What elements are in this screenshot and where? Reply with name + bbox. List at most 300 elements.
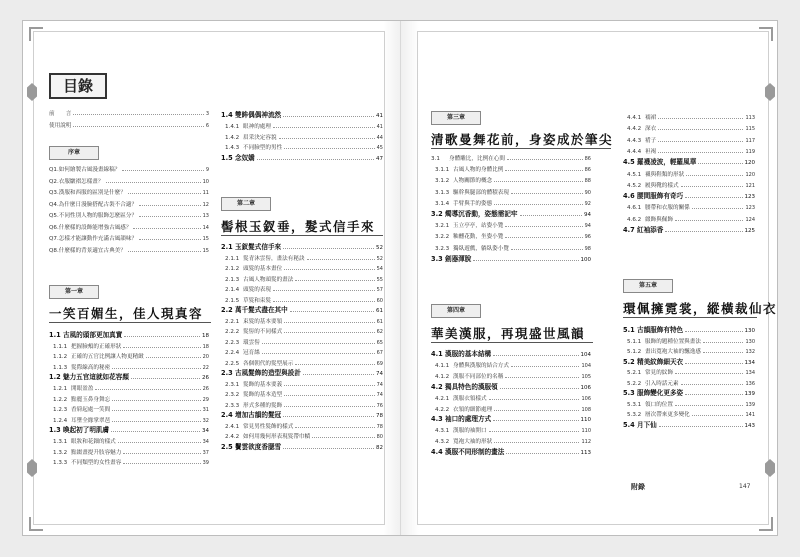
chapter2-entry (221, 399, 383, 409)
entry-page: 110 (580, 417, 591, 424)
entry-title: 增加古韻的髮冠 (235, 411, 282, 419)
leader-dots (511, 249, 583, 250)
entry-title: 鬢雲欲度香腮雪 (235, 442, 282, 451)
chapter3-title: 清歌曼舞花前，身姿成於筆尖 (431, 132, 614, 147)
entry-page: 26 (202, 386, 209, 392)
entry-title: 古風髮飾的造型與設計 (235, 369, 301, 377)
chapter5-entry (623, 324, 755, 334)
entry-number: 3.1.4 (435, 200, 450, 207)
entry-number: 4.6.1 (627, 205, 642, 212)
leader-dots (284, 385, 374, 386)
entry-title: 羅襪凌波，輕羅風華 (637, 158, 697, 167)
entry-title: 古風的頭部更加真實 (63, 331, 123, 339)
entry-title: 褙子 (645, 137, 657, 144)
entry-page: 123 (745, 205, 755, 212)
entry-page: 141 (745, 412, 755, 418)
chapter2-entry (221, 252, 383, 262)
entry-page: 52 (376, 245, 383, 251)
entry-title: 紅袖添香 (637, 226, 664, 234)
entry-number: 5.2 (623, 357, 635, 366)
entry-number: 1.5 (221, 154, 233, 163)
page-title: 目錄 (49, 73, 107, 99)
chapter4-entry (431, 348, 591, 358)
entry-page: 130 (745, 338, 755, 345)
entry-number: 1.1 (49, 331, 61, 339)
leader-dots (273, 301, 375, 302)
leader-dots (307, 259, 375, 260)
entry-title: 漢服的基本結構 (445, 350, 492, 358)
entry-page: 34 (202, 439, 209, 445)
entry-page: 113 (745, 115, 755, 121)
leader-dots (659, 426, 743, 427)
leader-dots (283, 416, 374, 417)
entry-page: 65 (376, 339, 383, 346)
leader-dots (493, 355, 578, 356)
prologue-entry (49, 244, 209, 254)
entry-page: 132 (745, 349, 755, 355)
entry-title: 釉醺花動，坐姿小覽 (453, 234, 504, 241)
leader-dots (123, 347, 200, 348)
chapter3-label: 第三章 (431, 111, 481, 125)
section4-4-entry (623, 224, 755, 234)
leader-dots (284, 332, 374, 333)
entry-page: 120 (744, 160, 755, 167)
entry-page: 69 (376, 360, 383, 367)
entry-page: 139 (745, 401, 755, 408)
chapter2-entry (221, 430, 383, 440)
leader-dots (295, 364, 374, 365)
entry-page: 61 (376, 318, 383, 325)
entry-page: 134 (745, 370, 755, 376)
leader-dots (681, 186, 744, 187)
chapter3-entry (431, 174, 591, 184)
entry-number: 5.1.1 (627, 338, 642, 345)
entry-title: 把握臉頰的正確形狀 (71, 343, 122, 350)
section4-4-entry (623, 179, 755, 189)
entry-title: 環雲髻 (243, 339, 260, 346)
entry-page: 61 (376, 308, 383, 314)
section1-4-entry (221, 152, 383, 162)
entry-title: 漢服衣領樣式 (453, 395, 487, 402)
section1-4-entry (221, 131, 383, 141)
chapter5-entry (623, 387, 755, 397)
entry-title: 古風人物頭髮的畫法 (243, 276, 294, 283)
leader-dots (111, 431, 200, 432)
entry-page: 112 (581, 439, 591, 446)
leader-dots (73, 126, 203, 127)
chapter4-entry (431, 392, 591, 402)
entry-page: 9 (205, 167, 209, 173)
entry-title: 袒褐 (645, 148, 657, 155)
entry-title: 腰間服飾有奇巧 (637, 192, 684, 201)
entry-number: 2.1.4 (225, 287, 240, 293)
entry-number: 2.2.1 (225, 318, 240, 325)
chapter4-title: 華美漢服，再現盛世風韻 (431, 326, 586, 341)
entry-title: 不同臉型的男性 (243, 145, 283, 152)
entry-page: 134 (744, 359, 755, 366)
entry-page: 54 (376, 266, 383, 272)
entry-page: 123 (744, 194, 755, 201)
leader-dots (505, 226, 582, 227)
entry-number: 4.3 (431, 415, 443, 424)
leader-dots (494, 410, 579, 411)
prologue-entry (49, 221, 209, 231)
chapter1-title: 一笑百媚生，佳人現真容 (49, 306, 204, 321)
entry-title: 開眼盈盈 (71, 386, 94, 392)
entry-page: 119 (745, 148, 755, 155)
entry-number: 2.4.2 (225, 434, 240, 440)
entry-title: 耳墜全緣掌翠琶 (71, 417, 111, 424)
chapter4-entry (431, 446, 591, 456)
chapter3-entry (431, 163, 591, 173)
leader-dots (685, 394, 742, 395)
entry-page: 60 (376, 297, 383, 304)
entry-title: 眉采決定容貌 (243, 134, 277, 141)
entry-number: 4.3.2 (435, 439, 450, 446)
section4-4-entry (623, 213, 755, 223)
frame-corner (759, 517, 773, 531)
entry-number: 5.3.2 (627, 412, 642, 418)
leader-dots (112, 410, 200, 411)
entry-page: 120 (745, 171, 755, 178)
entry-page: 55 (376, 276, 383, 283)
entry-title: 衣領的細節處理 (453, 406, 493, 413)
leader-dots (312, 437, 374, 438)
entry-title: 襦裙 (645, 115, 657, 121)
entry-page: 31 (202, 407, 209, 414)
leader-dots (685, 197, 742, 198)
entry-number: 2.3.3 (225, 402, 240, 409)
chapter1-entry (49, 361, 209, 371)
entry-page: 34 (202, 428, 209, 435)
entry-title: 身體與漢服的結合方式 (453, 362, 509, 369)
chapter5-entry (623, 377, 755, 387)
entry-title: Q8.什麼樣的背景適宜古典美？ (49, 247, 126, 254)
entry-title: 精美紋飾細天衣 (637, 357, 684, 366)
entry-number: 3.1 (431, 156, 440, 162)
entry-number: 4.3.1 (435, 428, 450, 435)
spine (400, 21, 401, 535)
section4-4-entry (623, 168, 755, 178)
entry-page: 94 (584, 212, 591, 218)
entry-page: 124 (745, 216, 755, 223)
entry-page: 86 (584, 156, 591, 162)
entry-title: 髮青沐雲髻，畫法有秘訣 (243, 255, 305, 262)
entry-number: 3.3 (431, 254, 443, 263)
chapter5-entry (623, 398, 755, 408)
entry-page: 52 (376, 255, 383, 262)
entry-page: 90 (584, 189, 591, 196)
entry-title: 古風人物的身體比例 (453, 167, 504, 174)
entry-number: 5.2.2 (627, 380, 642, 387)
entry-title: 漢服不同部位的名稱 (453, 373, 504, 380)
entry-page: 78 (376, 413, 383, 419)
entry-number: 4.4 (431, 448, 443, 457)
frame-corner (29, 27, 43, 41)
chapter1-entry (49, 424, 209, 434)
entry-title: 劍器渾脫 (445, 254, 472, 263)
entry-page: 41 (376, 123, 383, 130)
chapter1-label: 第一章 (49, 285, 99, 299)
entry-title: Q2.衣服皺褶怎樣畫？ (49, 178, 104, 185)
entry-page: 110 (581, 428, 591, 435)
entry-page: 98 (584, 245, 591, 252)
chapter2-entry (221, 409, 383, 419)
entry-number: 4.4.3 (627, 137, 642, 144)
entry-title: 形式多種的髮飾 (243, 402, 283, 409)
entry-page: 47 (376, 156, 383, 163)
leader-dots (493, 420, 578, 421)
entry-number: 4.1.2 (435, 373, 450, 380)
entry-title: Q1.如何繪製古風漫畫線稿？ (49, 167, 121, 173)
chapter2-entry (221, 294, 383, 304)
entry-number: 1.2.1 (53, 386, 68, 392)
book-spread (22, 20, 778, 536)
entry-title: 萬千髮式盡在其中 (235, 306, 288, 314)
chapter2-title: 髻根玉釵垂，髮式信手來 (221, 219, 376, 234)
leader-dots (290, 311, 374, 312)
entry-page: 143 (744, 422, 755, 429)
entry-title: 正確的五官比例讓人物更精緻 (71, 354, 144, 361)
entry-number: 1.1.2 (53, 354, 68, 361)
leader-dots (507, 159, 583, 160)
entry-page: 121 (745, 182, 755, 189)
entry-number: 1.4.1 (225, 123, 240, 130)
entry-number: 4.7 (623, 226, 635, 234)
spine-shadow (383, 21, 419, 535)
chapter2-entry (221, 273, 383, 283)
entry-page: 80 (376, 434, 383, 440)
frame-corner (29, 517, 43, 531)
entry-title: 常見的紋飾 (645, 370, 673, 376)
entry-number: 4.6 (623, 192, 635, 201)
leader-dots (112, 421, 200, 422)
leader-dots (284, 322, 374, 323)
entry-title: 髮飾的基本造型 (243, 392, 283, 398)
entry-number: 4.5.1 (627, 171, 642, 178)
leader-dots (283, 116, 374, 117)
chapter2-entry (221, 378, 383, 388)
chapter4-entry (431, 403, 591, 413)
chapter3-entry (431, 208, 591, 218)
entry-page: 86 (584, 167, 591, 174)
entry-title: Q7.怎樣才能讓動作充滿古風韻味？ (49, 236, 138, 242)
chapter2-entry (221, 283, 383, 293)
entry-page: 29 (202, 396, 209, 403)
front-entry (49, 119, 209, 129)
entry-number: 4.2.2 (435, 406, 450, 413)
entry-title: 身體雕比，比例在心間 (449, 156, 505, 162)
entry-number: 1.1.3 (53, 364, 68, 371)
chapter2-entry (221, 241, 383, 251)
entry-number: 1.4.2 (225, 134, 240, 141)
entry-number: 2.3 (221, 369, 233, 377)
leader-dots (505, 377, 579, 378)
entry-page: 15 (202, 236, 209, 242)
entry-number: 1.4.3 (225, 145, 240, 152)
chapter1-entry (49, 350, 209, 360)
entry-number: 1.2.3 (53, 407, 68, 414)
entry-number: 2.2 (221, 306, 233, 314)
entry-page: 20 (202, 354, 209, 361)
chapter1-entry (49, 435, 209, 445)
entry-title: 腰帶和衣服的關係 (645, 205, 690, 212)
leader-dots (133, 228, 200, 229)
entry-number: 5.1 (623, 326, 635, 334)
leader-dots (505, 237, 582, 238)
leader-dots (692, 415, 744, 416)
leader-dots (284, 148, 374, 149)
chapter3-entry (431, 219, 591, 229)
chapter5-entry (623, 335, 755, 345)
leader-dots (284, 269, 374, 270)
entry-number: 1.2 (49, 373, 61, 382)
chapter4-entry (431, 370, 591, 380)
leader-dots (685, 363, 742, 364)
entry-title: 獨臥遊戲，躺臥姿小覽 (453, 245, 509, 252)
appendix-label: 附錄 (631, 483, 645, 491)
entry-number: 4.1 (431, 350, 443, 358)
entry-title: 獨具特色的漢服領 (445, 382, 498, 391)
chapter2-entry (221, 388, 383, 398)
entry-title: 魅力五官這就如花容顏 (63, 373, 129, 382)
leader-dots (665, 231, 742, 232)
entry-page: 13 (202, 213, 209, 219)
entry-page: 22 (202, 364, 209, 371)
section1-4-entry (221, 120, 383, 130)
entry-number: 1.3 (49, 426, 61, 435)
entry-title: 古韻服飾有特色 (637, 326, 684, 334)
entry-page: 96 (584, 234, 591, 241)
entry-title: 驅幹與腿部的體積表現 (453, 189, 509, 196)
leader-dots (703, 352, 744, 353)
leader-dots (675, 405, 743, 406)
entry-title: 漢服不同形制的畫法 (445, 448, 505, 457)
leader-dots (658, 152, 743, 153)
leader-dots (139, 205, 201, 206)
leader-dots (685, 331, 742, 332)
chapter4-entry (431, 381, 591, 391)
leader-dots (262, 343, 375, 344)
entry-number: 2.2.5 (225, 360, 240, 367)
entry-number: 1.1.1 (53, 343, 68, 350)
entry-title: 履與靴的樣式 (645, 182, 679, 189)
section4-4-entry (623, 145, 755, 155)
chapter5-label: 第五章 (623, 279, 673, 293)
leader-dots (128, 193, 201, 194)
entry-number: 2.1.1 (225, 255, 240, 262)
entry-page: 104 (580, 352, 591, 358)
entry-title: 眼神的處理 (243, 123, 271, 130)
leader-dots (675, 373, 743, 374)
section1-4-entry (221, 109, 383, 119)
entry-title: 引入時話元素 (645, 380, 679, 387)
entry-title: Q3.漢服和西服的區別是什麼？ (49, 190, 126, 196)
entry-title: 冠育絲 (243, 350, 260, 356)
entry-number: 3.2 (431, 210, 443, 218)
entry-page: 88 (584, 178, 591, 185)
chapter5-title: 環佩擁霓裳，縱橫裁仙衣 (623, 301, 778, 316)
entry-page: 39 (202, 460, 209, 467)
entry-page: 15 (202, 247, 209, 254)
chapter2-entry (221, 367, 383, 377)
entry-page: 12 (202, 201, 209, 208)
entry-page: 136 (745, 380, 755, 387)
entry-page: 10 (202, 178, 209, 185)
leader-dots (658, 118, 743, 119)
entry-page: 18 (202, 343, 209, 350)
entry-page: 32 (202, 417, 209, 424)
entry-page: 106 (580, 384, 591, 391)
prologue-entry (49, 186, 209, 196)
entry-number: 5.4 (623, 420, 635, 429)
leader-dots (112, 368, 200, 369)
prologue-entry (49, 232, 209, 242)
leader-dots (106, 182, 201, 183)
entry-page: 62 (376, 329, 383, 335)
chapter4-label: 第四章 (431, 304, 481, 318)
appendix-page: 147 (739, 483, 751, 490)
entry-title: 玉釵髮式信手來 (235, 243, 282, 251)
entry-title: 深衣 (645, 126, 657, 133)
entry-page: 105 (581, 373, 591, 380)
leader-dots (473, 260, 578, 261)
entry-page: 76 (376, 402, 383, 409)
entry-number: 1.3.3 (53, 460, 68, 467)
entry-number: 3.2.1 (435, 223, 450, 230)
entry-page: 113 (580, 450, 591, 457)
entry-number: 2.1.2 (225, 266, 240, 272)
section4-4-entry (623, 122, 755, 132)
entry-title: 寬袍大袖的形狀 (453, 439, 493, 446)
entry-title: 髮飾的基本要義 (243, 381, 283, 388)
entry-title: 綴飾與佩飾 (645, 216, 673, 223)
entry-title: 香脣起處一笑間 (71, 407, 111, 414)
entry-page: 117 (745, 137, 755, 144)
section4-4-entry (623, 201, 755, 211)
entry-number: 2.2.4 (225, 350, 240, 356)
entry-page: 139 (744, 391, 755, 397)
leader-dots (283, 248, 374, 249)
entry-page: 45 (376, 145, 383, 152)
chapter1-entry (49, 403, 209, 413)
entry-number: 3.1.3 (435, 189, 450, 196)
entry-number: 4.5.2 (627, 182, 642, 189)
chapter3-entry (431, 253, 591, 263)
entry-page: 14 (202, 224, 209, 231)
chapter-rule (431, 148, 611, 149)
chapter5-entry (623, 356, 755, 366)
entry-page: 74 (376, 381, 383, 388)
entry-number: 4.2 (431, 382, 443, 391)
prologue-entry (49, 198, 209, 208)
entry-number: 1.3.2 (53, 449, 68, 456)
leader-dots (123, 463, 200, 464)
entry-title: 手臂與手的姿態 (453, 200, 493, 207)
chapter2-entry (221, 262, 383, 272)
entry-number: 2.2.2 (225, 329, 240, 335)
entry-page: 3 (205, 111, 209, 117)
leader-dots (681, 384, 744, 385)
chapter3-entry (431, 152, 591, 162)
entry-page: 26 (202, 375, 209, 382)
leader-dots (284, 406, 374, 407)
section4-4-entry (623, 134, 755, 144)
section4-4-entry (623, 190, 755, 200)
entry-page: 104 (581, 362, 591, 369)
entry-page: 11 (202, 190, 209, 196)
entry-title: 使用說明 (49, 123, 72, 129)
